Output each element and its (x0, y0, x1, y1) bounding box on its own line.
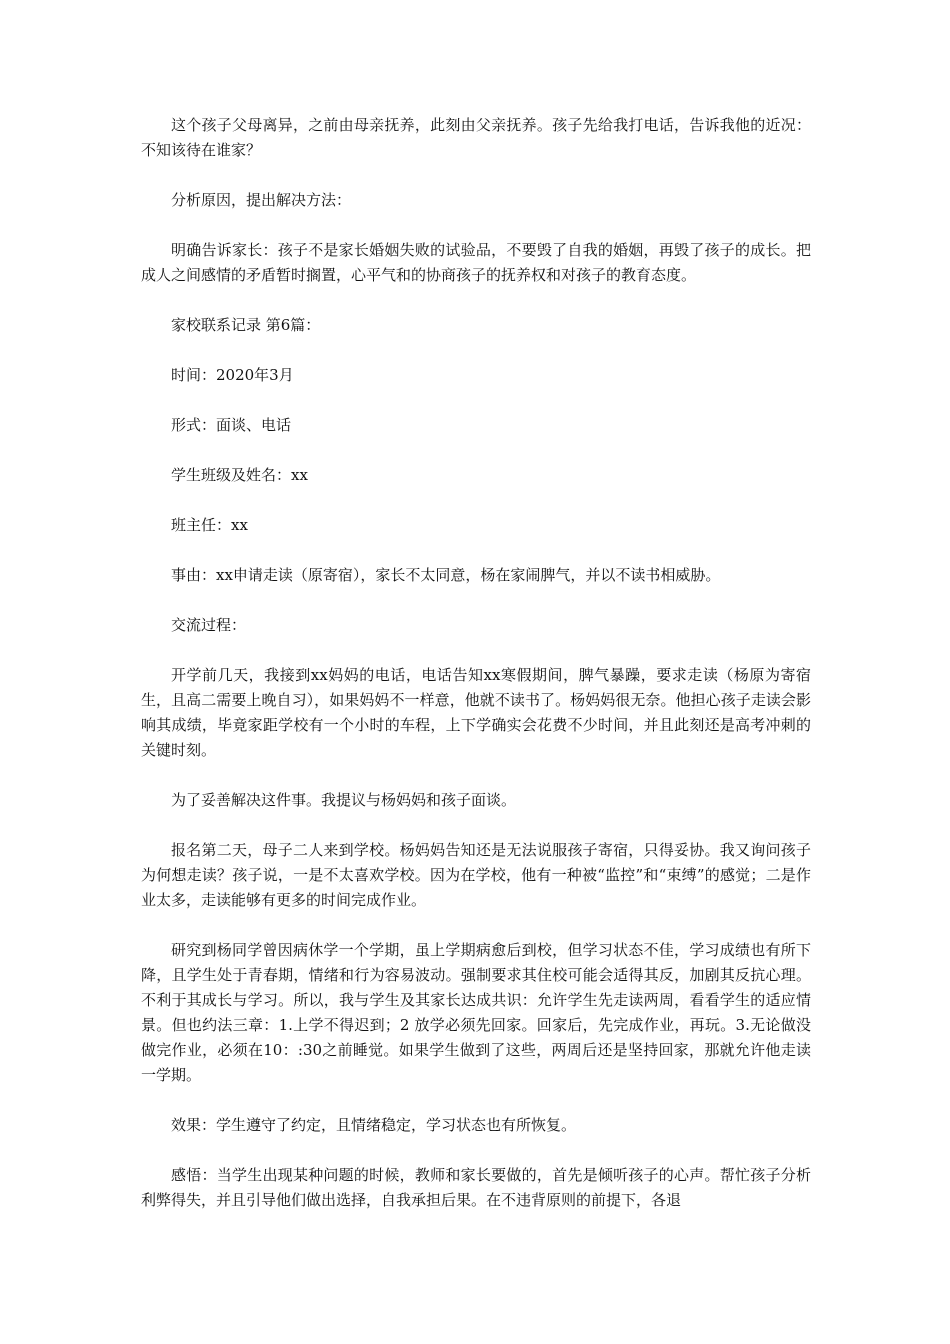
paragraph-analysis-heading: 分析原因，提出解决方法： (171, 191, 352, 209)
paragraph-time: 时间：2020年3月 (171, 366, 294, 384)
paragraph-advice: 明确告诉家长：孩子不是家长婚姻失败的试验品，不要毁了自我的婚姻，再毁了孩子的成长。把成人之间感情的矛盾暂时搁置，心平气和的协商孩子的抚养权和对孩子的教育态度。 (141, 241, 811, 284)
document-body (141, 113, 811, 1238)
paragraph-effect: 效果：学生遵守了约定，且情绪稳定，学习状态也有所恢复。 (171, 1116, 577, 1134)
paragraph-process-3: 报名第二天，母子二人来到学校。杨妈妈告知还是无法说服孩子寄宿，只得妥协。我又询问孩子为何想走读？孩子说，一是不太喜欢学校。因为在学校，他有一种被“监控”和“束缚”的感觉；二是作业太多，走读能够有更多的时间完成作业。 (141, 841, 811, 909)
paragraph-reason: 事由：xx申请走读（原寄宿），家长不太同意，杨在家闹脾气，并以不读书相威胁。 (171, 566, 721, 584)
paragraph-form: 形式：面谈、电话 (171, 416, 292, 434)
paragraph-intro: 这个孩子父母离异，之前由母亲抚养，此刻由父亲抚养。孩子先给我打电话，告诉我他的近况：不知该待在谁家？ (141, 116, 811, 159)
paragraph-process-4: 研究到杨同学曾因病休学一个学期，虽上学期病愈后到校，但学习状态不佳，学习成绩也有所下降，且学生处于青春期，情绪和行为容易波动。强制要求其住校可能会适得其反，加剧其反抗心理。不利于其成长与学习。所以，我与学生及其家长达成共识：允许学生先走读两周，看看学生的适应情景。但也约法三章：1.上学不得迟到；2 放学必须先回家。回家后，先完成作业，再玩。3.无论做没做完作业，必须在10：:30之前睡觉。如果学生做到了这些，两周后还是坚持回家，那就允许他走读一学期。 (141, 941, 811, 1084)
paragraph-reflection: 感悟：当学生出现某种问题的时候，教师和家长要做的，首先是倾听孩子的心声。帮忙孩子分析利弊得失，并且引导他们做出选择，自我承担后果。在不违背原则的前提下，各退 (141, 1166, 811, 1209)
paragraph-student: 学生班级及姓名：xx (171, 466, 308, 484)
paragraph-teacher: 班主任：xx (171, 516, 248, 534)
paragraph-process-2: 为了妥善解决这件事。我提议与杨妈妈和孩子面谈。 (171, 791, 517, 809)
paragraph-process-heading: 交流过程： (171, 616, 247, 634)
paragraph-process-1: 开学前几天，我接到xx妈妈的电话，电话告知xx寒假期间，脾气暴躁，要求走读（杨原为寄宿生，且高二需要上晚自习），如果妈妈不一样意，他就不读书了。杨妈妈很无奈。他担心孩子走读会影响其成绩，毕竟家距学校有一个小时的车程，上下学确实会花费不少时间，并且此刻还是高考冲刺的关键时刻。 (141, 666, 811, 759)
paragraph-record-title: 家校联系记录 第6篇： (171, 316, 321, 334)
